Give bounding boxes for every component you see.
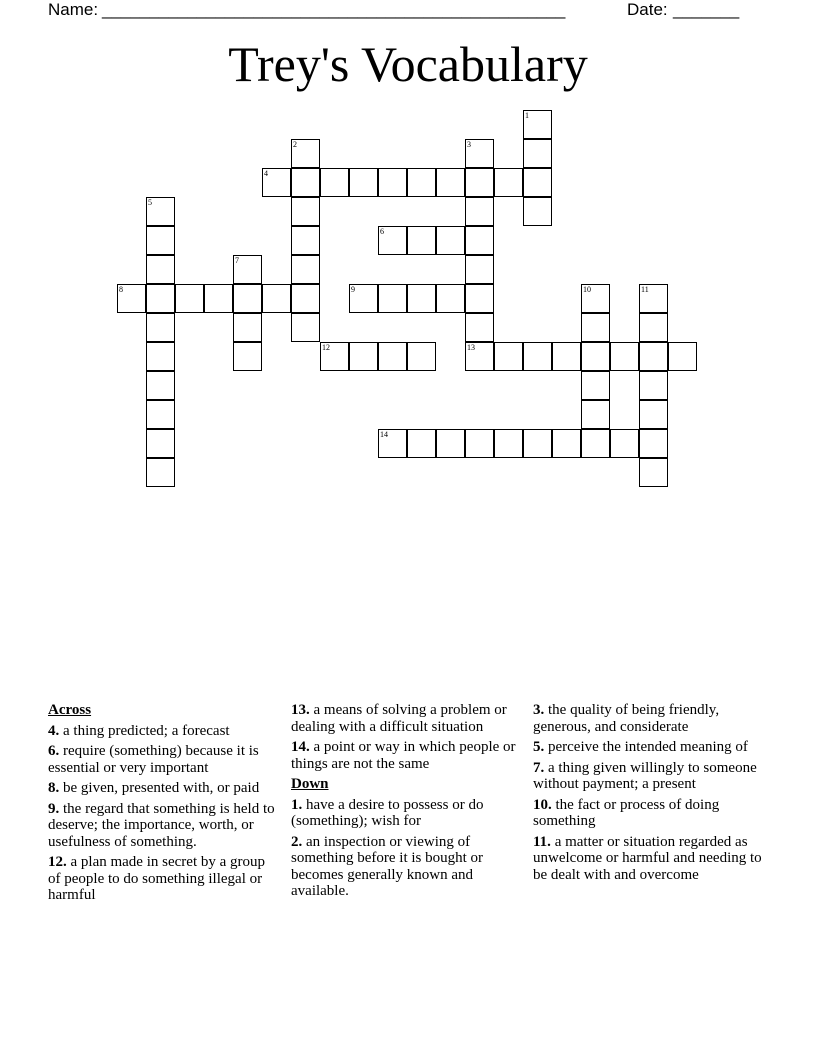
grid-cell[interactable] <box>581 313 610 342</box>
grid-cell[interactable] <box>233 342 262 371</box>
grid-cell[interactable] <box>349 284 378 313</box>
grid-cell[interactable] <box>465 429 494 458</box>
clue-number: 8. <box>48 780 60 796</box>
clue-text: be given, presented with, or paid <box>63 780 260 796</box>
clue-down-11 <box>533 834 763 884</box>
cell-number: 12 <box>322 343 330 352</box>
grid-cell[interactable] <box>494 429 523 458</box>
grid-cell[interactable] <box>610 342 639 371</box>
clue-down-2 <box>291 834 521 900</box>
clue-text: a means of solving a problem or dealing with a difficult situation <box>291 702 507 735</box>
clue-across-13 <box>291 702 521 735</box>
cell-number: 3 <box>467 140 471 149</box>
grid-cell[interactable] <box>146 313 175 342</box>
cell-number: 4 <box>264 169 268 178</box>
grid-cell[interactable] <box>552 342 581 371</box>
name-field[interactable]: _________________________________________________ <box>102 0 566 19</box>
grid-cell[interactable] <box>291 255 320 284</box>
grid-cell[interactable] <box>465 342 494 371</box>
grid-cell[interactable] <box>320 168 349 197</box>
grid-cell[interactable] <box>465 139 494 168</box>
clue-number: 13. <box>291 702 310 718</box>
grid-cell[interactable] <box>639 429 668 458</box>
grid-cell[interactable] <box>436 226 465 255</box>
cell-number: 11 <box>641 285 649 294</box>
grid-cell[interactable] <box>378 168 407 197</box>
grid-cell[interactable] <box>291 139 320 168</box>
grid-cell[interactable] <box>146 400 175 429</box>
grid-cell[interactable] <box>291 313 320 342</box>
clue-text: the fact or process of doing something <box>533 796 720 829</box>
grid-cell[interactable] <box>233 313 262 342</box>
clue-across-14 <box>291 739 521 772</box>
grid-cell[interactable] <box>436 429 465 458</box>
grid-cell[interactable] <box>407 429 436 458</box>
cell-number: 9 <box>351 285 355 294</box>
grid-cell[interactable] <box>262 284 291 313</box>
clue-across-4 <box>48 723 278 740</box>
grid-cell[interactable] <box>378 342 407 371</box>
clue-text: a plan made in secret by a group of people to do something illegal or harmful <box>48 854 266 903</box>
clue-text: the regard that something is held to deserve; the importance, worth, or usefulness of something. <box>48 800 275 850</box>
grid-cell[interactable] <box>581 342 610 371</box>
grid-cell[interactable] <box>465 313 494 342</box>
grid-cell[interactable] <box>581 371 610 400</box>
grid-cell[interactable] <box>552 429 581 458</box>
grid-cell[interactable] <box>465 197 494 226</box>
grid-cell[interactable] <box>146 284 175 313</box>
clue-number: 2. <box>291 833 303 850</box>
grid-cell[interactable] <box>523 197 552 226</box>
grid-cell[interactable] <box>581 429 610 458</box>
clue-down-3 <box>533 702 763 735</box>
clue-number: 9. <box>48 800 60 817</box>
clue-down-1 <box>291 797 521 830</box>
clue-number: 12. <box>48 854 67 870</box>
grid-cell[interactable] <box>494 342 523 371</box>
grid-cell[interactable] <box>581 284 610 313</box>
grid-cell[interactable] <box>465 168 494 197</box>
grid-cell[interactable] <box>320 342 349 371</box>
across-heading: Across <box>48 702 92 718</box>
crossword-grid <box>0 0 816 520</box>
clues-column-1 <box>48 702 278 908</box>
grid-cell[interactable] <box>204 284 233 313</box>
name-label: Name: <box>48 0 99 19</box>
clue-text: a thing given willingly to someone without payment; a present <box>533 759 757 792</box>
clue-number: 3. <box>533 702 545 718</box>
date-label: Date: <box>627 0 668 19</box>
grid-cell[interactable] <box>465 226 494 255</box>
page-title: Trey's Vocabulary <box>228 36 588 92</box>
cell-number: 6 <box>380 227 384 236</box>
cell-number: 14 <box>380 430 388 439</box>
cell-number: 1 <box>525 111 529 120</box>
clue-number: 11. <box>533 833 551 850</box>
grid-cell[interactable] <box>378 226 407 255</box>
grid-cell[interactable] <box>639 313 668 342</box>
grid-cell[interactable] <box>639 400 668 429</box>
clue-text: a point or way in which people or things are not the same <box>291 739 516 772</box>
clue-number: 5. <box>533 739 545 755</box>
grid-cell[interactable] <box>668 342 697 371</box>
grid-cell[interactable] <box>523 110 552 139</box>
grid-cell[interactable] <box>117 284 146 313</box>
clue-number: 14. <box>291 739 310 755</box>
clue-text: require (something) because it is essential or very important <box>48 743 259 776</box>
grid-cell[interactable] <box>146 458 175 487</box>
clue-number: 1. <box>291 796 303 813</box>
grid-cell[interactable] <box>233 255 262 284</box>
grid-cell[interactable] <box>291 197 320 226</box>
grid-cell[interactable] <box>291 168 320 197</box>
clue-number: 6. <box>48 743 60 759</box>
grid-cell[interactable] <box>146 226 175 255</box>
clue-down-7 <box>533 760 763 793</box>
clue-down-10 <box>533 797 763 830</box>
clue-text: a matter or situation regarded as unwelcome or harmful and needing to be dealt with and overcome <box>533 833 762 883</box>
down-heading: Down <box>291 776 329 792</box>
grid-cell[interactable] <box>233 284 262 313</box>
grid-cell[interactable] <box>349 342 378 371</box>
grid-cell[interactable] <box>523 342 552 371</box>
grid-cell[interactable] <box>146 342 175 371</box>
grid-cell[interactable] <box>407 168 436 197</box>
grid-cell[interactable] <box>581 400 610 429</box>
clue-number: 10. <box>533 796 552 813</box>
clue-text: have a desire to possess or do (something); wish for <box>291 796 484 829</box>
clue-text: an inspection or viewing of something before it is bought or becomes generally known and available. <box>291 833 484 899</box>
grid-cell[interactable] <box>639 284 668 313</box>
clue-across-8 <box>48 780 278 797</box>
grid-cell[interactable] <box>436 168 465 197</box>
grid-cell[interactable] <box>378 284 407 313</box>
grid-cell[interactable] <box>639 342 668 371</box>
clue-text: a thing predicted; a forecast <box>63 722 230 739</box>
grid-cell[interactable] <box>407 226 436 255</box>
grid-cell[interactable] <box>175 284 204 313</box>
clue-across-6 <box>48 743 278 776</box>
clues-column-2 <box>291 702 521 904</box>
cell-number: 8 <box>119 285 123 294</box>
grid-cell[interactable] <box>146 255 175 284</box>
grid-cell[interactable] <box>494 168 523 197</box>
grid-cell[interactable] <box>291 226 320 255</box>
grid-cell[interactable] <box>639 458 668 487</box>
cell-number: 5 <box>148 198 152 207</box>
grid-cell[interactable] <box>349 168 378 197</box>
grid-cell[interactable] <box>436 284 465 313</box>
clue-number: 4. <box>48 722 60 739</box>
grid-cell[interactable] <box>407 284 436 313</box>
grid-cell[interactable] <box>378 429 407 458</box>
cell-number: 7 <box>235 256 239 265</box>
clues-column-3 <box>533 702 763 887</box>
clue-down-5 <box>533 739 763 756</box>
grid-cell[interactable] <box>610 429 639 458</box>
clue-text: the quality of being friendly, generous, and considerate <box>533 702 720 735</box>
clue-text: perceive the intended meaning of <box>548 739 748 755</box>
grid-cell[interactable] <box>262 168 291 197</box>
grid-cell[interactable] <box>407 342 436 371</box>
grid-cell[interactable] <box>146 429 175 458</box>
grid-cell[interactable] <box>291 284 320 313</box>
date-field[interactable]: _______ <box>673 0 740 19</box>
grid-cell[interactable] <box>146 197 175 226</box>
grid-cell[interactable] <box>523 168 552 197</box>
cell-number: 2 <box>293 140 297 149</box>
grid-cell[interactable] <box>465 255 494 284</box>
clue-number: 7. <box>533 759 545 776</box>
cell-number: 13 <box>467 343 475 352</box>
clue-across-12 <box>48 854 278 904</box>
grid-cell[interactable] <box>465 284 494 313</box>
cell-number: 10 <box>583 285 591 294</box>
grid-cell[interactable] <box>523 139 552 168</box>
clue-across-9 <box>48 801 278 851</box>
grid-cell[interactable] <box>146 371 175 400</box>
grid-cell[interactable] <box>639 371 668 400</box>
grid-cell[interactable] <box>523 429 552 458</box>
